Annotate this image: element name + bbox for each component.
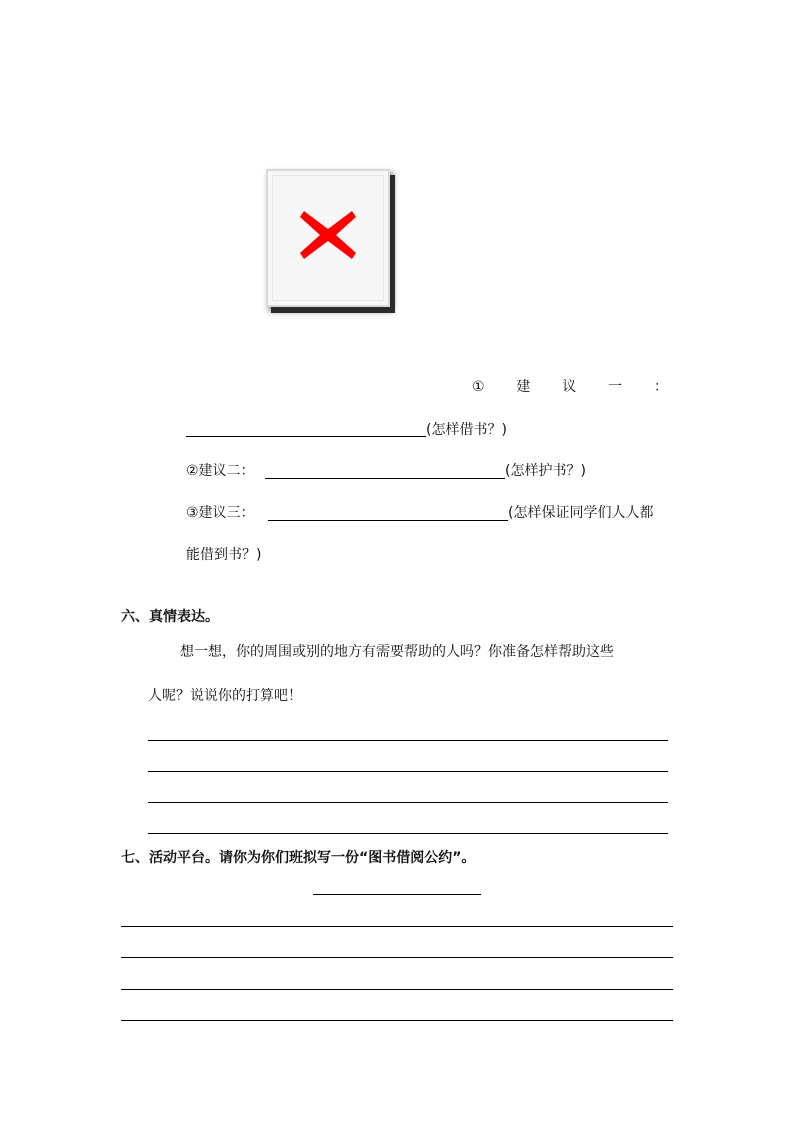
suggestion2-label: ②建议二：	[186, 463, 255, 479]
suggestion1-answer-line[interactable]	[186, 436, 426, 437]
suggestion1-note: (怎样借书？)	[426, 422, 507, 438]
section7-answer-line[interactable]	[121, 926, 673, 927]
section6-prompt-line2: 人呢？说说你的打算吧！	[148, 688, 302, 704]
suggestion3-note: (怎样保证同学们人人都	[508, 505, 654, 521]
section7-answer-line[interactable]	[121, 957, 673, 958]
broken-image-placeholder	[266, 169, 390, 307]
section7-answer-line[interactable]	[121, 989, 673, 990]
section6-answer-line[interactable]	[148, 740, 668, 741]
section6-heading: 六、真情表达。	[121, 609, 219, 625]
broken-image-red-x-icon	[298, 207, 358, 263]
section6-prompt-line1: 想一想，你的周围或别的地方有需要帮助的人吗？你准备怎样帮助这些	[180, 644, 614, 660]
suggestion1-label	[472, 378, 668, 396]
suggestion1-char: 一	[608, 379, 623, 395]
section6-answer-line[interactable]	[148, 833, 668, 834]
section7-answer-line[interactable]	[121, 1020, 673, 1021]
suggestion3-note-continued: 能借到书？)	[186, 547, 262, 563]
suggestion1-char: 议	[562, 379, 577, 395]
section7-title-line[interactable]	[313, 894, 481, 895]
section6-answer-line[interactable]	[148, 771, 668, 772]
suggestion2-answer-line[interactable]	[265, 478, 505, 479]
section6-answer-line[interactable]	[148, 802, 668, 803]
suggestion1-char: 建	[516, 379, 531, 395]
section7-heading: 七、活动平台。请你为你们班拟写一份“图书借阅公约”。	[121, 850, 476, 866]
suggestion1-char: ①	[472, 379, 485, 395]
suggestion3-label: ③建议三：	[186, 505, 255, 521]
suggestion2-note: (怎样护书？)	[505, 463, 586, 479]
suggestion3-answer-line[interactable]	[268, 520, 508, 521]
suggestion1-char: ：	[654, 379, 668, 395]
